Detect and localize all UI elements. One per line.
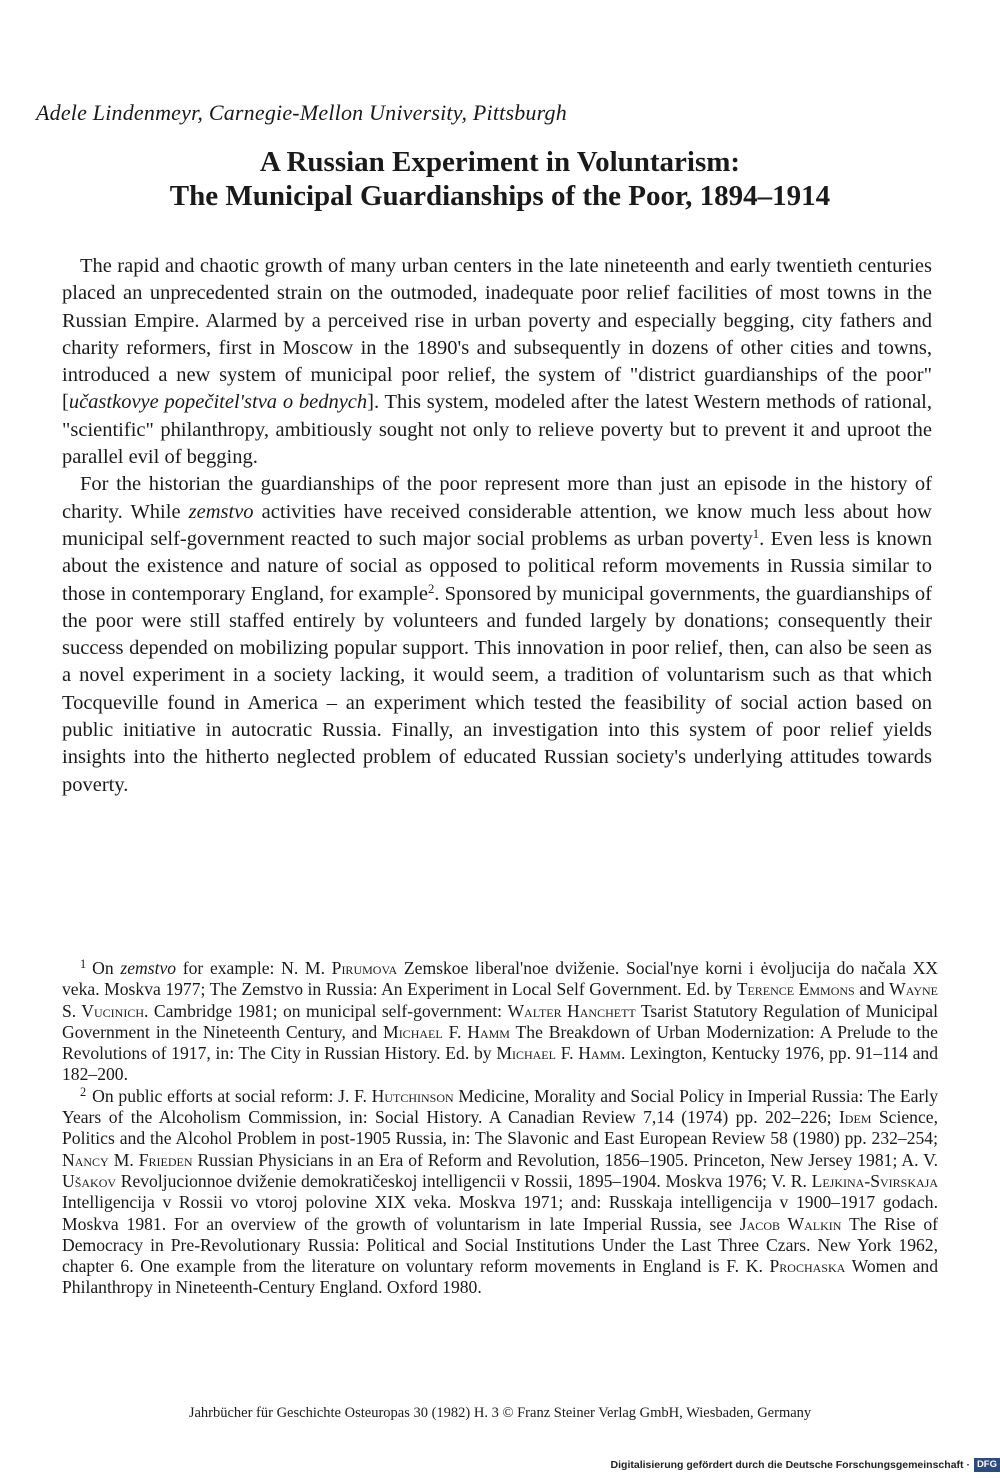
author-line: Adele Lindenmeyr, Carnegie-Mellon University, Pittsburgh: [36, 100, 567, 125]
footnote-text: . Lexington, Kentucky 1976, pp. 91–114 and 182–200.: [62, 1043, 939, 1085]
footnote-text: for example: N. M.: [176, 958, 332, 978]
author-name: Hutchinson: [371, 1085, 454, 1106]
dfg-credit-text: Digitalisierung gefördert durch die Deutsche Forschungsgemeinschaft ·: [610, 1459, 970, 1471]
footnote-text: On: [92, 958, 121, 978]
author-name: Wayne S. Vucinich: [62, 979, 939, 1021]
paragraph-text: activities have received considerable attention, we know much less about how municipal self-government reacted to such major social problems as urban poverty: [62, 500, 932, 550]
title-line-2: The Municipal Guardianships of the Poor, 1894–1914: [169, 180, 831, 212]
footnote-text: The Rise of Democracy in Pre-Revolutionary Russia: Political and Social Institutions Under the Last Three Czars. New York 1962, chapter 6. One example from the literature on voluntary reform movements in England is F. K.: [62, 1213, 938, 1277]
journal-footer: Jahrbücher für Geschichte Osteuropas 30 (1982) H. 3 © Franz Steiner Verlag GmbH, Wiesbaden, Germany: [188, 1405, 812, 1421]
author-name: Lejkina-Svirskaja: [811, 1170, 938, 1191]
footnote-text: Women and Philanthropy in Nineteenth-Century England. Oxford 1980.: [62, 1256, 938, 1298]
author-name: Nancy M. Frieden: [62, 1149, 193, 1170]
footnote-text: The Breakdown of Urban Modernization: A Prelude to the Revolutions of 1917, in: The City in Russian History. Ed. by: [62, 1021, 938, 1064]
paragraph-text: For the historian the guardianships of the poor represent more than just an episode in the history of charity. While: [62, 473, 932, 523]
footnote-text: Revoljucionnoe dviženie demokratičeskoj intelligencii v Rossii, 1895–1904. Moskva 1976; V. R.: [116, 1170, 812, 1191]
footnote-text: Tsarist Statutory Regulation of Municipal Government in the Nineteenth Century, and: [62, 1000, 938, 1042]
author-name: Terence Emmons: [736, 979, 855, 1000]
footnote-ref-2[interactable]: 2: [427, 581, 435, 596]
paragraph-1: [62, 253, 932, 471]
article-title: [0, 145, 1000, 213]
paragraph-2: [62, 471, 932, 799]
dfg-logo: DFG: [974, 1458, 1000, 1472]
footnote-mark: 1: [80, 957, 87, 972]
italic-term: zemstvo: [120, 958, 177, 978]
dfg-credit: [611, 1457, 1000, 1473]
footnote-2: [62, 1086, 938, 1299]
footnote-mark: 2: [80, 1085, 87, 1100]
footnote-ref-1[interactable]: 1: [752, 526, 760, 541]
footnote-text: On public efforts at social reform: J. F.: [92, 1085, 372, 1106]
author-name: Idem: [838, 1107, 872, 1128]
footnotes: [62, 958, 938, 1299]
paragraph-text: ]. This system, modeled after the latest Western methods of rational, "scientific" philanthropy, ambitiously sought not only to relieve poverty but to prevent it and uproot the parallel evil of begging.: [62, 391, 932, 469]
author-name: Michael F. Hamm: [496, 1043, 621, 1064]
footnote-text: Science, Politics and the Alcohol Problem in post-1905 Russia, in: The Slavonic and East European Review 58 (1980) pp. 232–254;: [62, 1107, 938, 1149]
footnote-1: [62, 958, 938, 1086]
footnote-text: Russian Physicians in an Era of Reform and Revolution, 1856–1905. Princeton, New Jersey 1981; A. V.: [192, 1149, 938, 1170]
footnote-text: Intelligencija v Rossii vo vtoroj polovine XIX veka. Moskva 1971; and: Russkaja intelligencija v 1900–1917 godach. Moskva 1981. For an overview of the growth of voluntarism in late Imperial Russia, see: [62, 1192, 938, 1234]
author-name: Ušakov: [62, 1170, 117, 1191]
footnote-text: Zemskoe liberal'noe dviženie. Social'nye korni i ėvoljucija do načala XX veka. Moskva 1977; The Zemstvo in Russia: An Experiment in Local Self Government. Ed. by: [62, 958, 938, 1000]
italic-term: zemstvo: [188, 500, 254, 523]
footnote-text: . Cambridge 1981; on municipal self-government:: [144, 1000, 508, 1021]
author-name: Prochaska: [769, 1256, 846, 1277]
author-name: Michael F. Hamm: [383, 1021, 510, 1042]
footnote-text: and: [854, 979, 890, 1000]
author-name: Walter Hanchett: [507, 1000, 636, 1021]
paragraph-text: . Even less is known about the existence and nature of social as opposed to political reform movements in Russia similar to those in contemporary England, for example: [62, 527, 932, 605]
paragraph-text: . Sponsored by municipal governments, the guardianships of the poor were still staffed entirely by volunteers and funded largely by donations; consequently their success depended on mobilizing popular support. This innovation in poor relief, then, can also be seen as a novel experiment in a society lacking, it would seem, a tradition of voluntarism such as that which Tocqueville found in America – an experiment which tested the feasibility of social action based on public initiative in autocratic Russia. Finally, an investigation into this system of poor relief yields insights into the hitherto neglected problem of educated Russian society's underlying attitudes towards poverty.: [62, 582, 932, 796]
author-name: Pirumova: [331, 958, 398, 978]
footnote-text: Medicine, Morality and Social Policy in Imperial Russia: The Early Years of the Alcoholism Commission, in: Social History. A Canadian Review 7,14 (1974) pp. 202–226;: [62, 1085, 938, 1128]
paragraph-text: The rapid and chaotic growth of many urban centers in the late nineteenth and early twentieth centuries placed an unprecedented strain on the outmoded, inadequate poor relief facilities of most towns in the Russian Empire. Alarmed by a perceived rise in urban poverty and especially begging, city fathers and charity reformers, first in Moscow in the 1890's and subsequently in dozens of other cities and towns, introduced a new system of municipal poor relief, the system of "district guardianships of the poor" [: [62, 255, 932, 414]
author-name: Jacob Walkin: [739, 1213, 842, 1234]
title-line-1: A Russian Experiment in Voluntarism:: [259, 146, 741, 178]
article-body: [62, 253, 932, 799]
italic-term: učastkovye popečitel'stva o bednych: [68, 391, 368, 414]
